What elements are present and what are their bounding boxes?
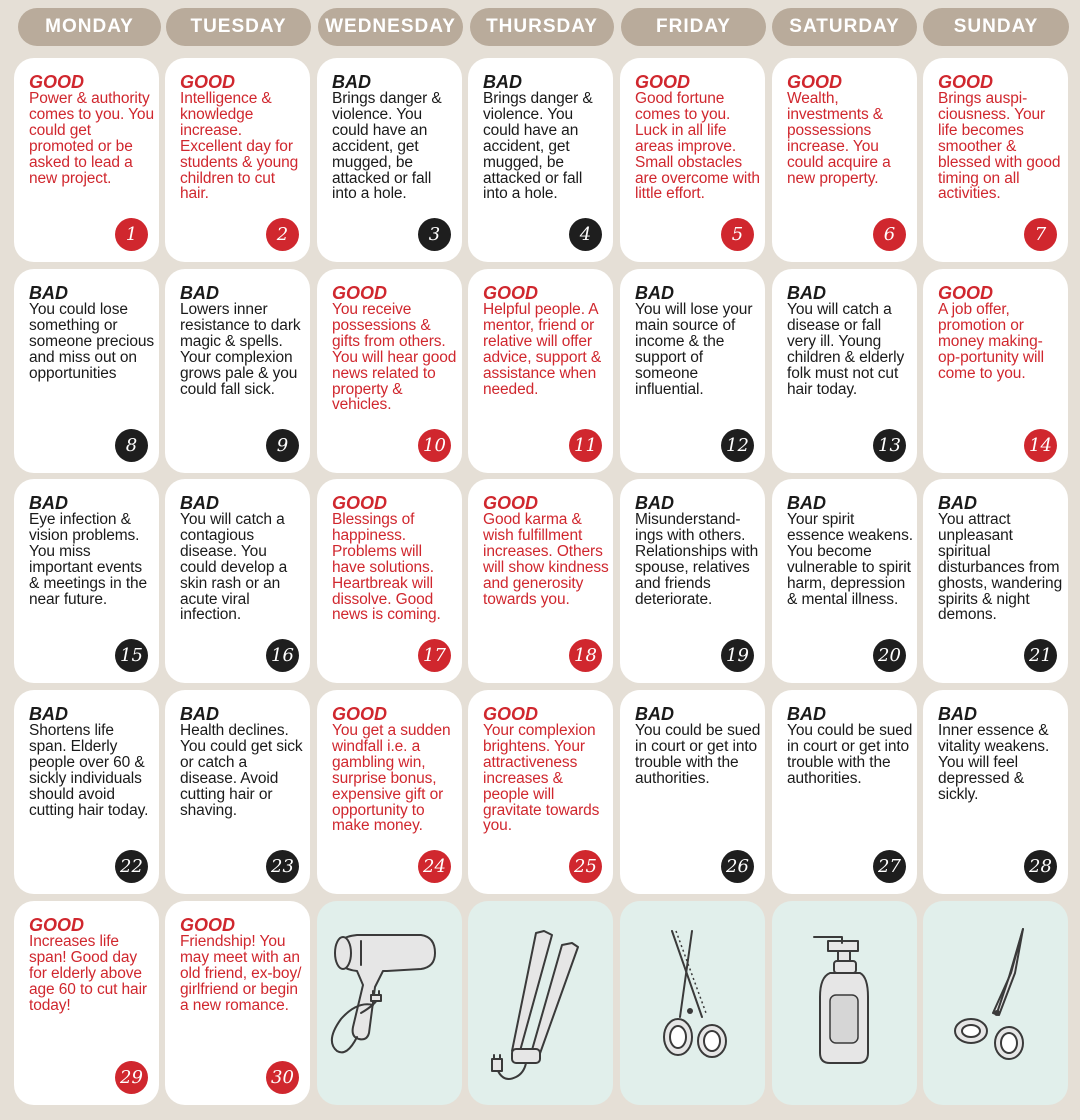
- day-card-20: [772, 479, 917, 683]
- verdict-label: GOOD: [332, 493, 388, 513]
- day-number-badge: 26: [721, 850, 754, 883]
- day-description: Shortens life span. Elderly people over 60 & sickly individuals should avoid cutting hair today.: [29, 722, 149, 819]
- verdict-label: BAD: [635, 283, 674, 303]
- day-card-28: [923, 690, 1068, 894]
- day-card-1: [14, 58, 159, 262]
- day-number-badge: 10: [418, 429, 451, 462]
- day-description: Blessings of happiness. Problems will have solutions. Heartbreak will dissolve. Good news is coming.: [332, 511, 441, 624]
- day-description: Brings danger & violence. You could have an accident, get mugged, be attacked or fall into a hole.: [332, 90, 442, 203]
- hair-straightener-icon: [468, 901, 613, 1105]
- day-description: Good karma & wish fulfillment increases. Others will show kindness and generosity towards you.: [483, 511, 609, 608]
- day-description: Wealth, investments & possessions increase. You could acquire a new property.: [787, 90, 891, 187]
- day-card-21: [923, 479, 1068, 683]
- verdict-label: BAD: [787, 704, 826, 724]
- day-card-18: [468, 479, 613, 683]
- day-number-badge: 23: [266, 850, 299, 883]
- verdict-label: BAD: [180, 283, 219, 303]
- day-description: You could be sued in court or get into trouble with the authorities.: [635, 722, 761, 787]
- day-description: Your complexion brightens. Your attractiveness increases & people will gravitate towards you.: [483, 722, 600, 835]
- day-card-26: [620, 690, 765, 894]
- day-card-5: [620, 58, 765, 262]
- verdict-label: GOOD: [938, 283, 994, 303]
- verdict-label: BAD: [29, 704, 68, 724]
- day-description: You receive possessions & gifts from others. You will hear good news related to property & vehicles.: [332, 301, 457, 414]
- verdict-label: BAD: [787, 283, 826, 303]
- day-number-badge: 5: [721, 218, 754, 251]
- tool-card-hair-straightener: [468, 901, 613, 1105]
- verdict-label: BAD: [29, 283, 68, 303]
- day-card-23: [165, 690, 310, 894]
- day-card-10: [317, 269, 462, 473]
- day-description: Intelligence & knowledge increase. Excellent day for students & young children to cut hair.: [180, 90, 299, 203]
- shampoo-bottle-icon: [772, 901, 917, 1105]
- tool-card-shampoo-bottle: [772, 901, 917, 1105]
- verdict-label: GOOD: [332, 704, 388, 724]
- verdict-label: GOOD: [29, 915, 85, 935]
- weekday-header: [0, 0, 1080, 52]
- day-description: You could be sued in court or get into trouble with the authorities.: [787, 722, 913, 787]
- tool-card-scissors: [923, 901, 1068, 1105]
- verdict-label: BAD: [180, 493, 219, 513]
- day-description: Brings danger & violence. You could have an accident, get mugged, be attacked or fall into a hole.: [483, 90, 593, 203]
- day-description: You get a sudden windfall i.e. a gambling win, surprise bonus, expensive gift or opportunity to make money.: [332, 722, 451, 835]
- day-number-badge: 3: [418, 218, 451, 251]
- hair-dryer-icon: [317, 901, 462, 1105]
- day-description: Increases life span! Good day for elderly above age 60 to cut hair today!: [29, 933, 147, 1014]
- verdict-label: GOOD: [483, 493, 539, 513]
- day-description: You attract unpleasant spiritual disturbances from ghosts, wandering spirits & night demons.: [938, 511, 1063, 624]
- day-number-badge: 29: [115, 1061, 148, 1094]
- day-card-4: [468, 58, 613, 262]
- day-number-badge: 2: [266, 218, 299, 251]
- day-number-badge: 9: [266, 429, 299, 462]
- day-card-2: [165, 58, 310, 262]
- day-card-17: [317, 479, 462, 683]
- day-description: Helpful people. A mentor, friend or relative will offer advice, support & assistance when needed.: [483, 301, 602, 398]
- day-description: Misunderstand-ings with others. Relationships with spouse, relatives and friends deteriorate.: [635, 511, 759, 608]
- day-card-27: [772, 690, 917, 894]
- day-card-19: [620, 479, 765, 683]
- day-number-badge: 16: [266, 639, 299, 672]
- day-card-7: [923, 58, 1068, 262]
- day-description: Eye infection & vision problems. You miss important events & meetings in the near future.: [29, 511, 148, 608]
- day-number-badge: 28: [1024, 850, 1057, 883]
- day-card-29: [14, 901, 159, 1105]
- day-card-12: [620, 269, 765, 473]
- day-number-badge: 27: [873, 850, 906, 883]
- day-number-badge: 30: [266, 1061, 299, 1094]
- day-card-11: [468, 269, 613, 473]
- verdict-label: GOOD: [29, 72, 85, 92]
- day-card-13: [772, 269, 917, 473]
- day-description: You will catch a contagious disease. You could develop a skin rash or an acute viral infection.: [180, 511, 288, 624]
- verdict-label: GOOD: [332, 283, 388, 303]
- day-description: Inner essence & vitality weakens. You will feel depressed & sickly.: [938, 722, 1050, 803]
- verdict-label: BAD: [483, 72, 522, 92]
- day-header-sunday: SUNDAY: [923, 8, 1069, 46]
- day-card-3: [317, 58, 462, 262]
- day-number-badge: 22: [115, 850, 148, 883]
- day-header-monday: MONDAY: [18, 8, 161, 46]
- day-description: Brings auspi-ciousness. Your life becomes smoother & blessed with good timing on all activities.: [938, 90, 1061, 203]
- verdict-label: BAD: [332, 72, 371, 92]
- day-number-badge: 8: [115, 429, 148, 462]
- day-description: Health declines. You could get sick or catch a disease. Avoid cutting hair or shaving.: [180, 722, 303, 819]
- day-number-badge: 7: [1024, 218, 1057, 251]
- day-description: Friendship! You may meet with an old friend, ex-boy/ girlfriend or begin a new romance.: [180, 933, 302, 1014]
- day-number-badge: 21: [1024, 639, 1057, 672]
- day-number-badge: 12: [721, 429, 754, 462]
- thinning-scissors-icon: [620, 901, 765, 1105]
- day-number-badge: 14: [1024, 429, 1057, 462]
- day-number-badge: 18: [569, 639, 602, 672]
- day-card-16: [165, 479, 310, 683]
- day-description: You could lose something or someone precious and miss out on opportunities: [29, 301, 155, 382]
- day-description: Power & authority comes to you. You could get promoted or be asked to lead a new project.: [29, 90, 154, 187]
- verdict-label: GOOD: [635, 72, 691, 92]
- day-number-badge: 6: [873, 218, 906, 251]
- verdict-label: GOOD: [938, 72, 994, 92]
- day-number-badge: 20: [873, 639, 906, 672]
- day-card-15: [14, 479, 159, 683]
- verdict-label: GOOD: [180, 915, 236, 935]
- verdict-label: BAD: [29, 493, 68, 513]
- tool-card-thinning-scissors: [620, 901, 765, 1105]
- day-card-22: [14, 690, 159, 894]
- day-number-badge: 1: [115, 218, 148, 251]
- verdict-label: GOOD: [483, 283, 539, 303]
- day-description: Your spirit essence weakens. You become vulnerable to spirit harm, depression & mental illness.: [787, 511, 913, 608]
- day-number-badge: 4: [569, 218, 602, 251]
- day-card-9: [165, 269, 310, 473]
- verdict-label: GOOD: [180, 72, 236, 92]
- verdict-label: BAD: [635, 704, 674, 724]
- day-card-8: [14, 269, 159, 473]
- day-number-badge: 13: [873, 429, 906, 462]
- verdict-label: BAD: [635, 493, 674, 513]
- day-description: You will catch a disease or fall very ill. Young children & elderly folk must not cut hair today.: [787, 301, 905, 398]
- day-header-thursday: THURSDAY: [470, 8, 614, 46]
- tool-card-hair-dryer: [317, 901, 462, 1105]
- verdict-label: BAD: [938, 493, 977, 513]
- day-header-friday: FRIDAY: [621, 8, 766, 46]
- day-header-tuesday: TUESDAY: [166, 8, 311, 46]
- day-description: Lowers inner resistance to dark magic & spells. Your complexion grows pale & you could fall sick.: [180, 301, 301, 398]
- verdict-label: GOOD: [787, 72, 843, 92]
- day-description: Good fortune comes to you. Luck in all life areas improve. Small obstacles are overcome with little effort.: [635, 90, 760, 203]
- verdict-label: BAD: [787, 493, 826, 513]
- verdict-label: BAD: [180, 704, 219, 724]
- day-header-saturday: SATURDAY: [772, 8, 917, 46]
- scissors-icon: [923, 901, 1068, 1105]
- verdict-label: BAD: [938, 704, 977, 724]
- day-number-badge: 24: [418, 850, 451, 883]
- day-card-24: [317, 690, 462, 894]
- day-card-6: [772, 58, 917, 262]
- day-number-badge: 15: [115, 639, 148, 672]
- day-number-badge: 19: [721, 639, 754, 672]
- day-description: You will lose your main source of income & the support of someone influential.: [635, 301, 753, 398]
- day-number-badge: 25: [569, 850, 602, 883]
- day-header-wednesday: WEDNESDAY: [318, 8, 463, 46]
- day-number-badge: 17: [418, 639, 451, 672]
- day-card-25: [468, 690, 613, 894]
- verdict-label: GOOD: [483, 704, 539, 724]
- day-number-badge: 11: [569, 429, 602, 462]
- day-description: A job offer, promotion or money making-op-portunity will come to you.: [938, 301, 1044, 382]
- day-card-30: [165, 901, 310, 1105]
- day-card-14: [923, 269, 1068, 473]
